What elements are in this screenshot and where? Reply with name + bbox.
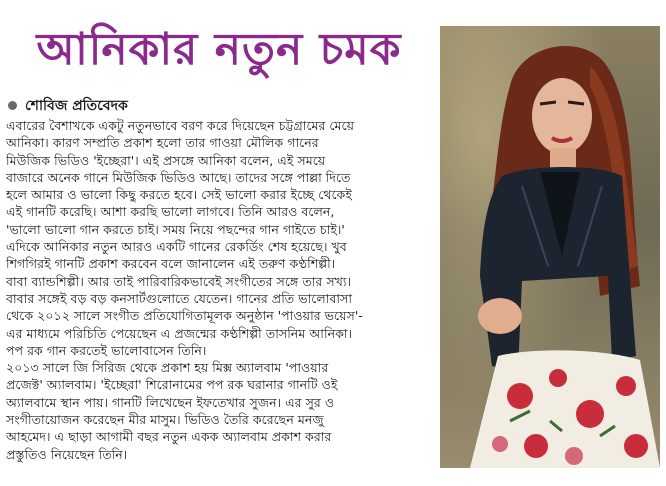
body-line: আহমেদ। এ ছাড়া আগামী বছর নতুন একক অ্যালবাম প্রকাশ করার <box>6 429 332 445</box>
body-line: সংগীতায়োজন করেছেন মীর মাসুম। ভিডিও তৈরি করেছেন মনজু <box>6 412 324 428</box>
body-line: পপ রক গান করতেই ভালোবাসেন তিনি। <box>6 342 207 358</box>
body-line: হলে আমার ও ভালো কিছু করতে হবে। সেই ভালো করার ইচ্ছে থেকেই <box>6 187 352 203</box>
body-line: শিগগিরই গানটি প্রকাশ করবেন বলে জানালেন এই তরুণ কণ্ঠশিল্পী। <box>6 256 336 272</box>
body-line: এই গানটি করেছি। আশা করছি ভালো লাগবে। তিনি আরও বলেন, <box>6 204 335 220</box>
bullet-icon <box>8 101 17 110</box>
body-line: প্রস্তুতিও নিয়েছেন তিনি। <box>6 446 128 462</box>
headline: আনিকার নতুন চমক <box>36 24 402 75</box>
body-line: 'ভালো ভালো গান করতে চাই। সময় নিয়ে পছন্দের গান গাইতে চাই।' <box>6 221 345 237</box>
body-line: মিউজিক ভিডিও 'ইচ্ছেরা'। এই প্রসঙ্গে আনিকা বলেন, এই সময়ে <box>6 152 326 168</box>
singer-photo <box>440 26 660 468</box>
body-line: এবারের বৈশাখকে একটু নতুনভাবে বরণ করে দিয়েছেন চট্টগ্রামের মেয়ে <box>6 118 355 133</box>
body-line: থেকে ২০১২ সালে সংগীত প্রতিযোগিতামূলক অনুষ্ঠান 'পাওয়ার ভয়েস'- <box>6 308 363 324</box>
body-line: ২০১৩ সালে জি সিরিজ থেকে প্রকাশ হয় মিক্স অ্যালবাম 'পাওয়ার <box>6 360 329 376</box>
article-body <box>6 117 432 463</box>
body-line: বাবা ব্যান্ডশিল্পী। আর তাই পারিবারিকভাবেই সংগীতের সঙ্গে তার সখ্য। <box>6 273 352 289</box>
body-line: আনিকা। কারণ সম্প্রতি প্রকাশ হলো তার গাওয়া মৌলিক গানের <box>6 135 319 151</box>
byline-text: শোবিজ প্রতিবেদক <box>25 98 128 114</box>
body-line: এদিকে আনিকার নতুন আরও একটি গানের রেকর্ডিং শেষ হয়েছে। খুব <box>6 239 347 255</box>
body-line: বাজারে অনেক গানে মিউজিক ভিডিও আছে। তাদের সঙ্গে পাল্লা দিতে <box>6 169 351 185</box>
body-line: প্রজেক্ট' অ্যালবাম। 'ইচ্ছেরা' শিরোনামের পপ রক ঘরানার গানটি ওই <box>6 377 338 393</box>
body-line: এর মাধ্যমে পরিচিতি পেয়েছেন এ প্রজন্মের কণ্ঠশিল্পী তাসনিম আনিকা। <box>6 325 353 341</box>
body-line: অ্যালবামে স্থান পায়। গানটি লিখেছেন ইফতেখার সুজন। এর সুর ও <box>6 394 335 410</box>
byline <box>8 97 128 115</box>
body-line: বাবার সঙ্গেই বড় বড় কনসার্টগুলোতে যেতেন। গানের প্রতি ভালোবাসা <box>6 290 353 306</box>
